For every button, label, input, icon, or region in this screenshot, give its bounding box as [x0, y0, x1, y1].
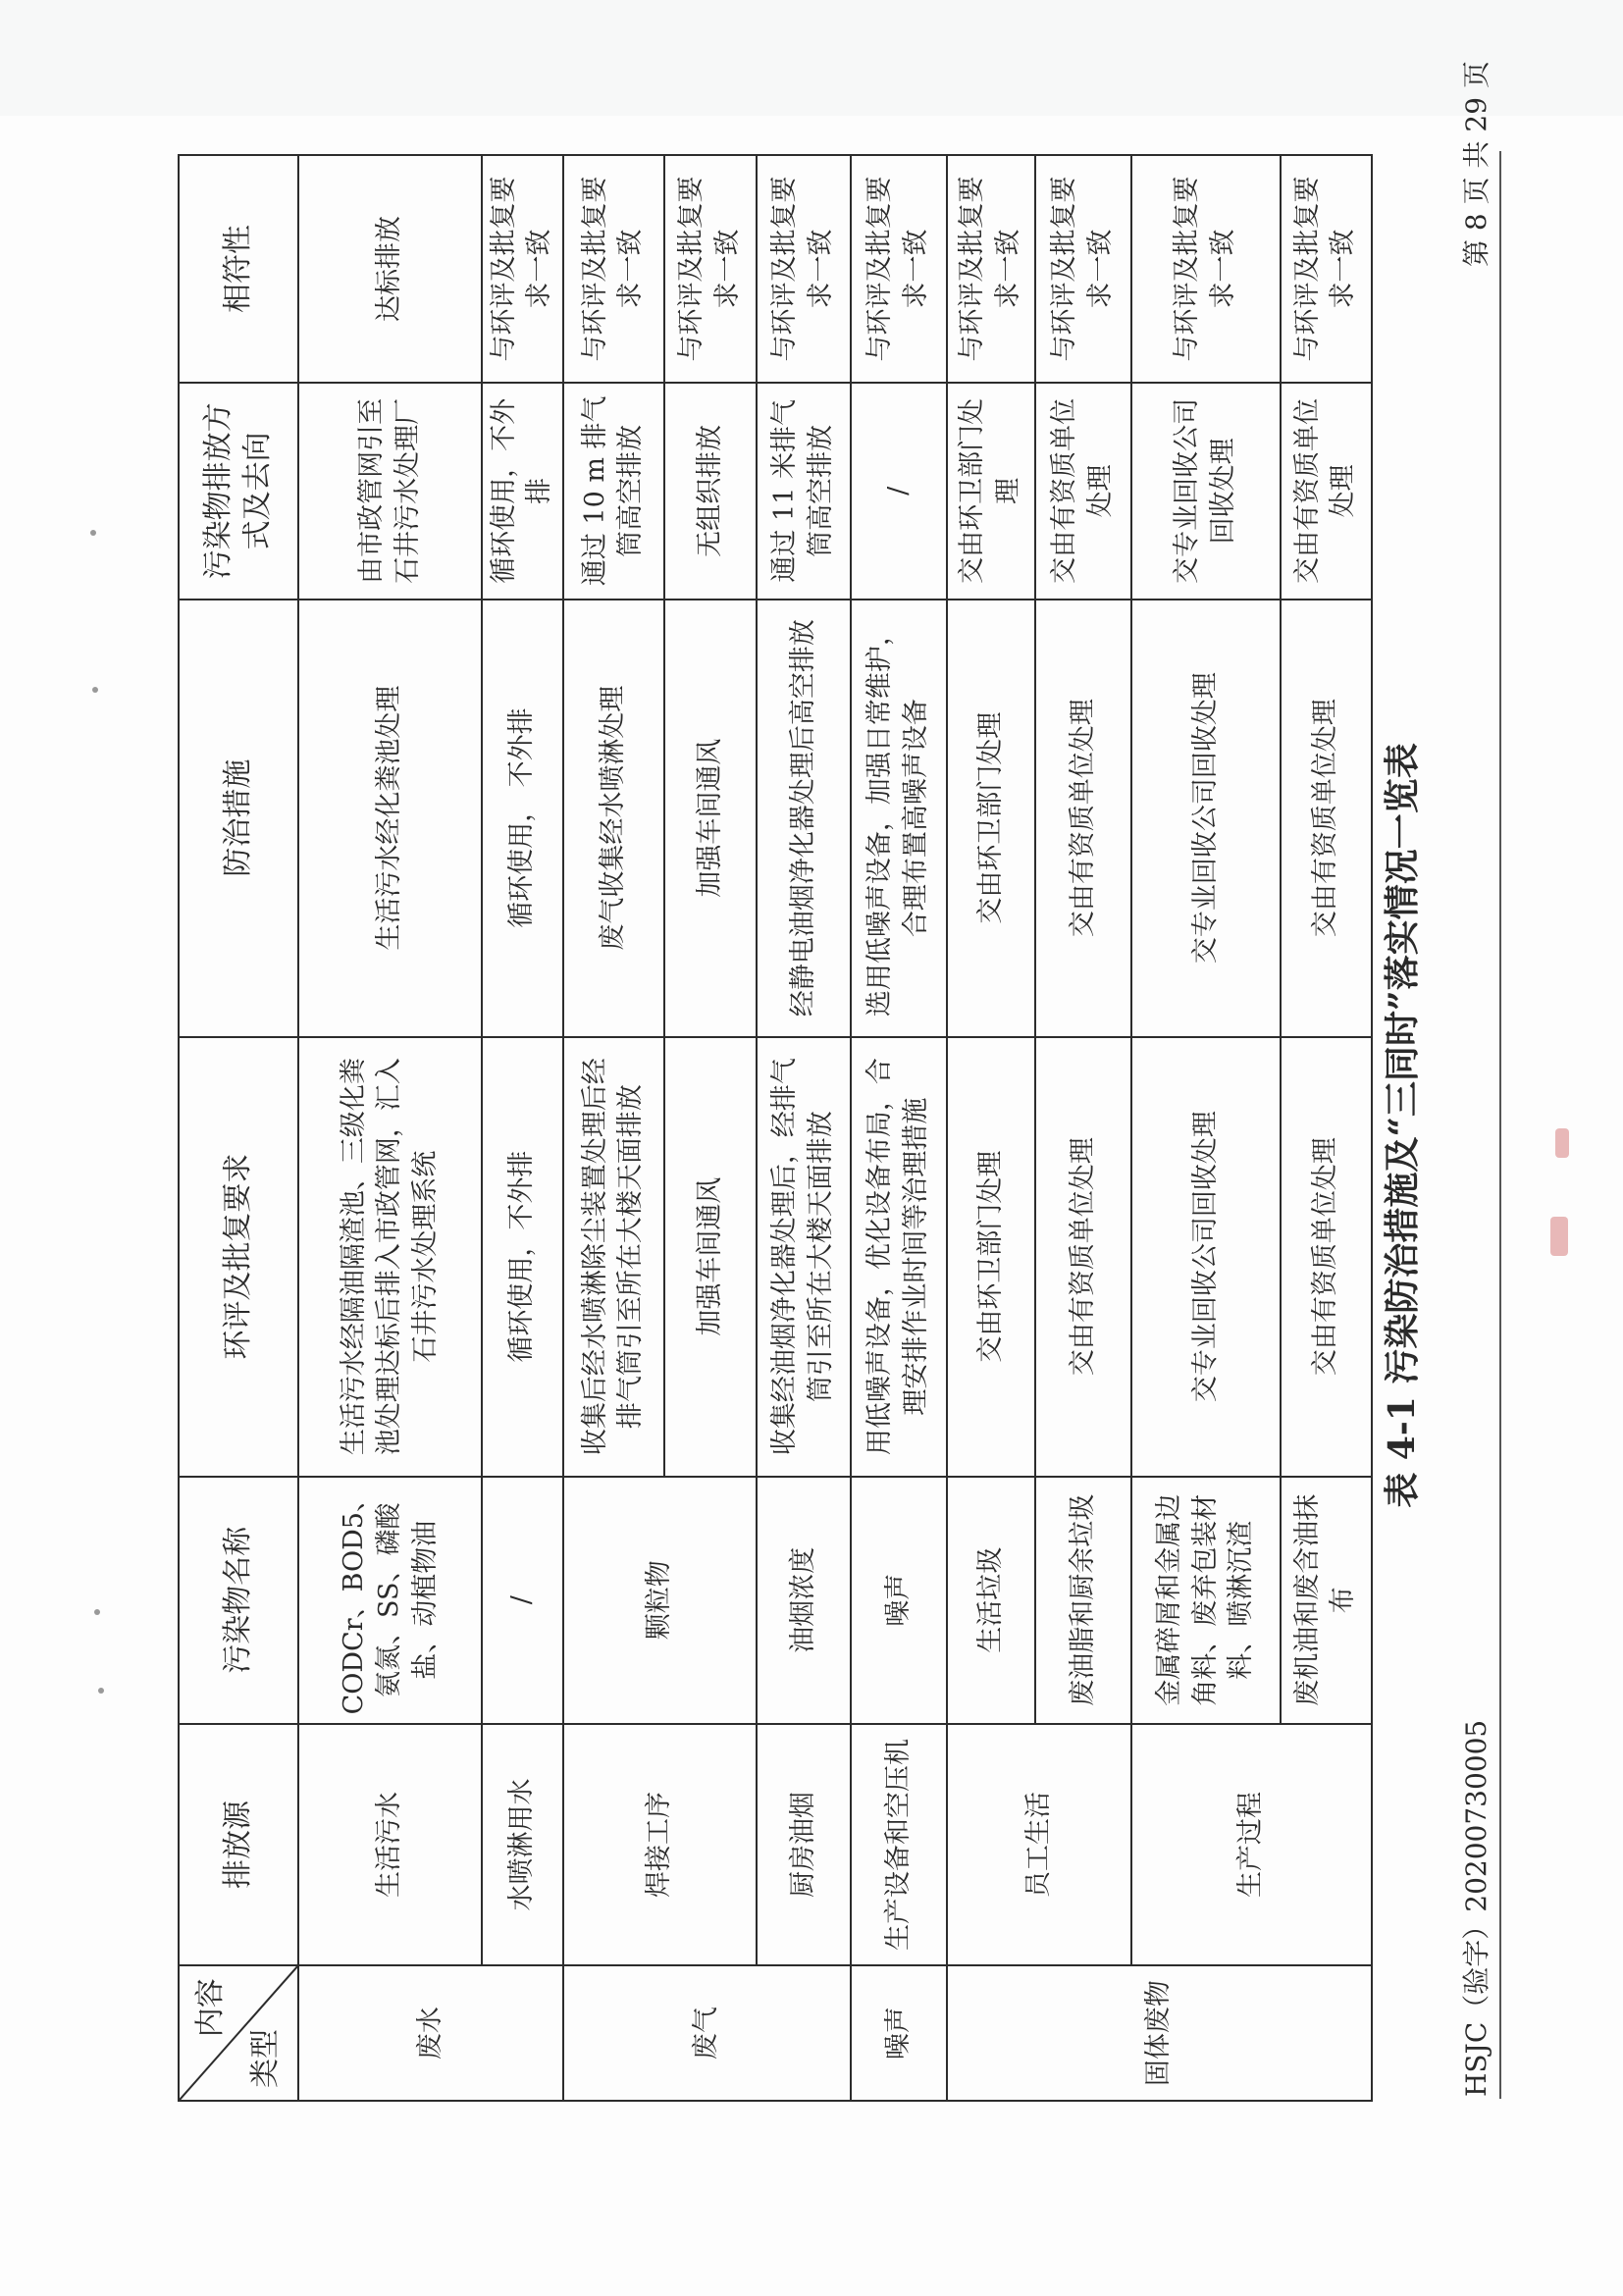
- discharge-cell: 交由有资质单位处理: [1281, 383, 1372, 600]
- requirement-cell: 交由环卫部门处理: [947, 1037, 1035, 1477]
- measure-cell: 交由有资质单位处理: [1281, 600, 1372, 1037]
- category-waste-gas: 废气: [563, 1965, 851, 2101]
- conformity-cell: 与环评及批复要求一致: [757, 155, 851, 383]
- corner-label-type: 类型: [247, 2029, 283, 2088]
- source-cell: 生活污水: [298, 1724, 482, 1965]
- requirement-cell: 加强车间通风: [664, 1037, 757, 1477]
- discharge-cell: 通过 10 m 排气筒高空排放: [563, 383, 664, 600]
- measure-cell: 交由环卫部门处理: [947, 600, 1035, 1037]
- measure-cell: 废气收集经水喷淋处理: [563, 600, 664, 1037]
- conformity-cell: 达标排放: [298, 155, 482, 383]
- pollutant-cell: 颗粒物: [563, 1477, 757, 1724]
- measure-cell: 生活污水经化粪池处理: [298, 600, 482, 1037]
- category-noise: 噪声: [851, 1965, 947, 2101]
- pollutant-cell: CODCr、BOD5、氨氮、SS、磷酸盐、动植物油: [298, 1477, 482, 1724]
- requirement-cell: 交专业回收公司回收处理: [1131, 1037, 1281, 1477]
- measure-cell: 循环使用， 不外排: [482, 600, 563, 1037]
- header-rule: [1499, 151, 1501, 2099]
- category-solid-waste: 固体废物: [947, 1965, 1372, 2101]
- source-cell: 生产设备和空压机: [851, 1724, 947, 1965]
- pollutant-cell: 废机油和废含油抹布: [1281, 1477, 1372, 1724]
- discharge-cell: 交专业回收公司回收处理: [1131, 383, 1281, 600]
- requirement-cell: 收集经油烟净化器处理后，经排气筒引至所在大楼天面排放: [757, 1037, 851, 1477]
- measure-cell: 交专业回收公司回收处理: [1131, 600, 1281, 1037]
- requirement-cell: 循环使用，不外排: [482, 1037, 563, 1477]
- pollution-control-table: [178, 154, 1373, 2102]
- rotated-landscape-content: [3, 0, 1623, 2273]
- pollutant-cell: 油烟浓度: [757, 1477, 851, 1724]
- discharge-cell: 通过 11 米排气筒高空排放: [757, 383, 851, 600]
- measure-cell: 交由有资质单位处理: [1035, 600, 1131, 1037]
- pollutant-cell: 金属碎屑和金属边角料、废弃包装材料、喷淋沉渣: [1131, 1477, 1281, 1724]
- discharge-cell: /: [851, 383, 947, 600]
- source-cell: 焊接工序: [563, 1724, 757, 1965]
- corner-label-content: 内容: [193, 1978, 228, 2038]
- conformity-cell: 与环评及批复要求一致: [1131, 155, 1281, 383]
- page-number: 第 8 页 共 29 页: [1460, 61, 1492, 267]
- col-header-measure: 防治措施: [179, 600, 298, 1037]
- col-header-source: 排放源: [179, 1724, 298, 1965]
- conformity-cell: 与环评及批复要求一致: [482, 155, 563, 383]
- measure-cell: 加强车间通风: [664, 600, 757, 1037]
- table-row: [947, 155, 1035, 2101]
- requirement-cell: 交由有资质单位处理: [1035, 1037, 1131, 1477]
- discharge-cell: 交由环卫部门处理: [947, 383, 1035, 600]
- source-cell: 员工生活: [947, 1724, 1131, 1965]
- source-cell: 厨房油烟: [757, 1724, 851, 1965]
- col-header-pollutant: 污染物名称: [179, 1477, 298, 1724]
- report-number: HSJC（验字）20200730005: [1460, 1719, 1492, 2097]
- source-cell: 生产过程: [1131, 1724, 1372, 1965]
- pollutant-cell: 生活垃圾: [947, 1477, 1035, 1724]
- table-row: [851, 155, 947, 2101]
- requirement-cell: 用低噪声设备，优化设备布局，合理安排作业时间等治理措施: [851, 1037, 947, 1477]
- requirement-cell: 生活污水经隔油隔渣池、三级化粪池处理达标后排入市政管网，汇入石井污水处理系统: [298, 1037, 482, 1477]
- corner-header-cell: [179, 1965, 298, 2101]
- header-row: [179, 155, 298, 2101]
- discharge-cell: 由市政管网引至石井污水处理厂: [298, 383, 482, 600]
- conformity-cell: 与环评及批复要求一致: [563, 155, 664, 383]
- col-header-discharge: 污染物排放方式及去向: [179, 383, 298, 600]
- category-wastewater: 废水: [298, 1965, 563, 2101]
- requirement-cell: 收集后经水喷淋除尘装置处理后经排气筒引至所在大楼天面排放: [563, 1037, 664, 1477]
- pollutant-cell: /: [482, 1477, 563, 1724]
- conformity-cell: 与环评及批复要求一致: [664, 155, 757, 383]
- table-row: [757, 155, 851, 2101]
- discharge-cell: 交由有资质单位处理: [1035, 383, 1131, 600]
- source-cell: 水喷淋用水: [482, 1724, 563, 1965]
- conformity-cell: 与环评及批复要求一致: [851, 155, 947, 383]
- table-row: [482, 155, 563, 2101]
- measure-cell: 经静电油烟净化器处理后高空排放: [757, 600, 851, 1037]
- col-header-conformity: 相符性: [179, 155, 298, 383]
- pollutant-cell: 噪声: [851, 1477, 947, 1724]
- conformity-cell: 与环评及批复要求一致: [1281, 155, 1372, 383]
- table-caption: 表 4-1 污染防治措施及“三同时”落实情况一览表: [1382, 743, 1423, 1508]
- table-row: [1131, 155, 1281, 2101]
- discharge-cell: 循环使用，不外排: [482, 383, 563, 600]
- measure-cell: 选用低噪声设备，加强日常维护，合理布置高噪声设备: [851, 600, 947, 1037]
- table-row: [298, 155, 482, 2101]
- requirement-cell: 交由有资质单位处理: [1281, 1037, 1372, 1477]
- col-header-requirement: 环评及批复要求: [179, 1037, 298, 1477]
- conformity-cell: 与环评及批复要求一致: [1035, 155, 1131, 383]
- pollutant-cell: 废油脂和厨余垃圾: [1035, 1477, 1131, 1724]
- discharge-cell: 无组织排放: [664, 383, 757, 600]
- table-row: [563, 155, 664, 2101]
- conformity-cell: 与环评及批复要求一致: [947, 155, 1035, 383]
